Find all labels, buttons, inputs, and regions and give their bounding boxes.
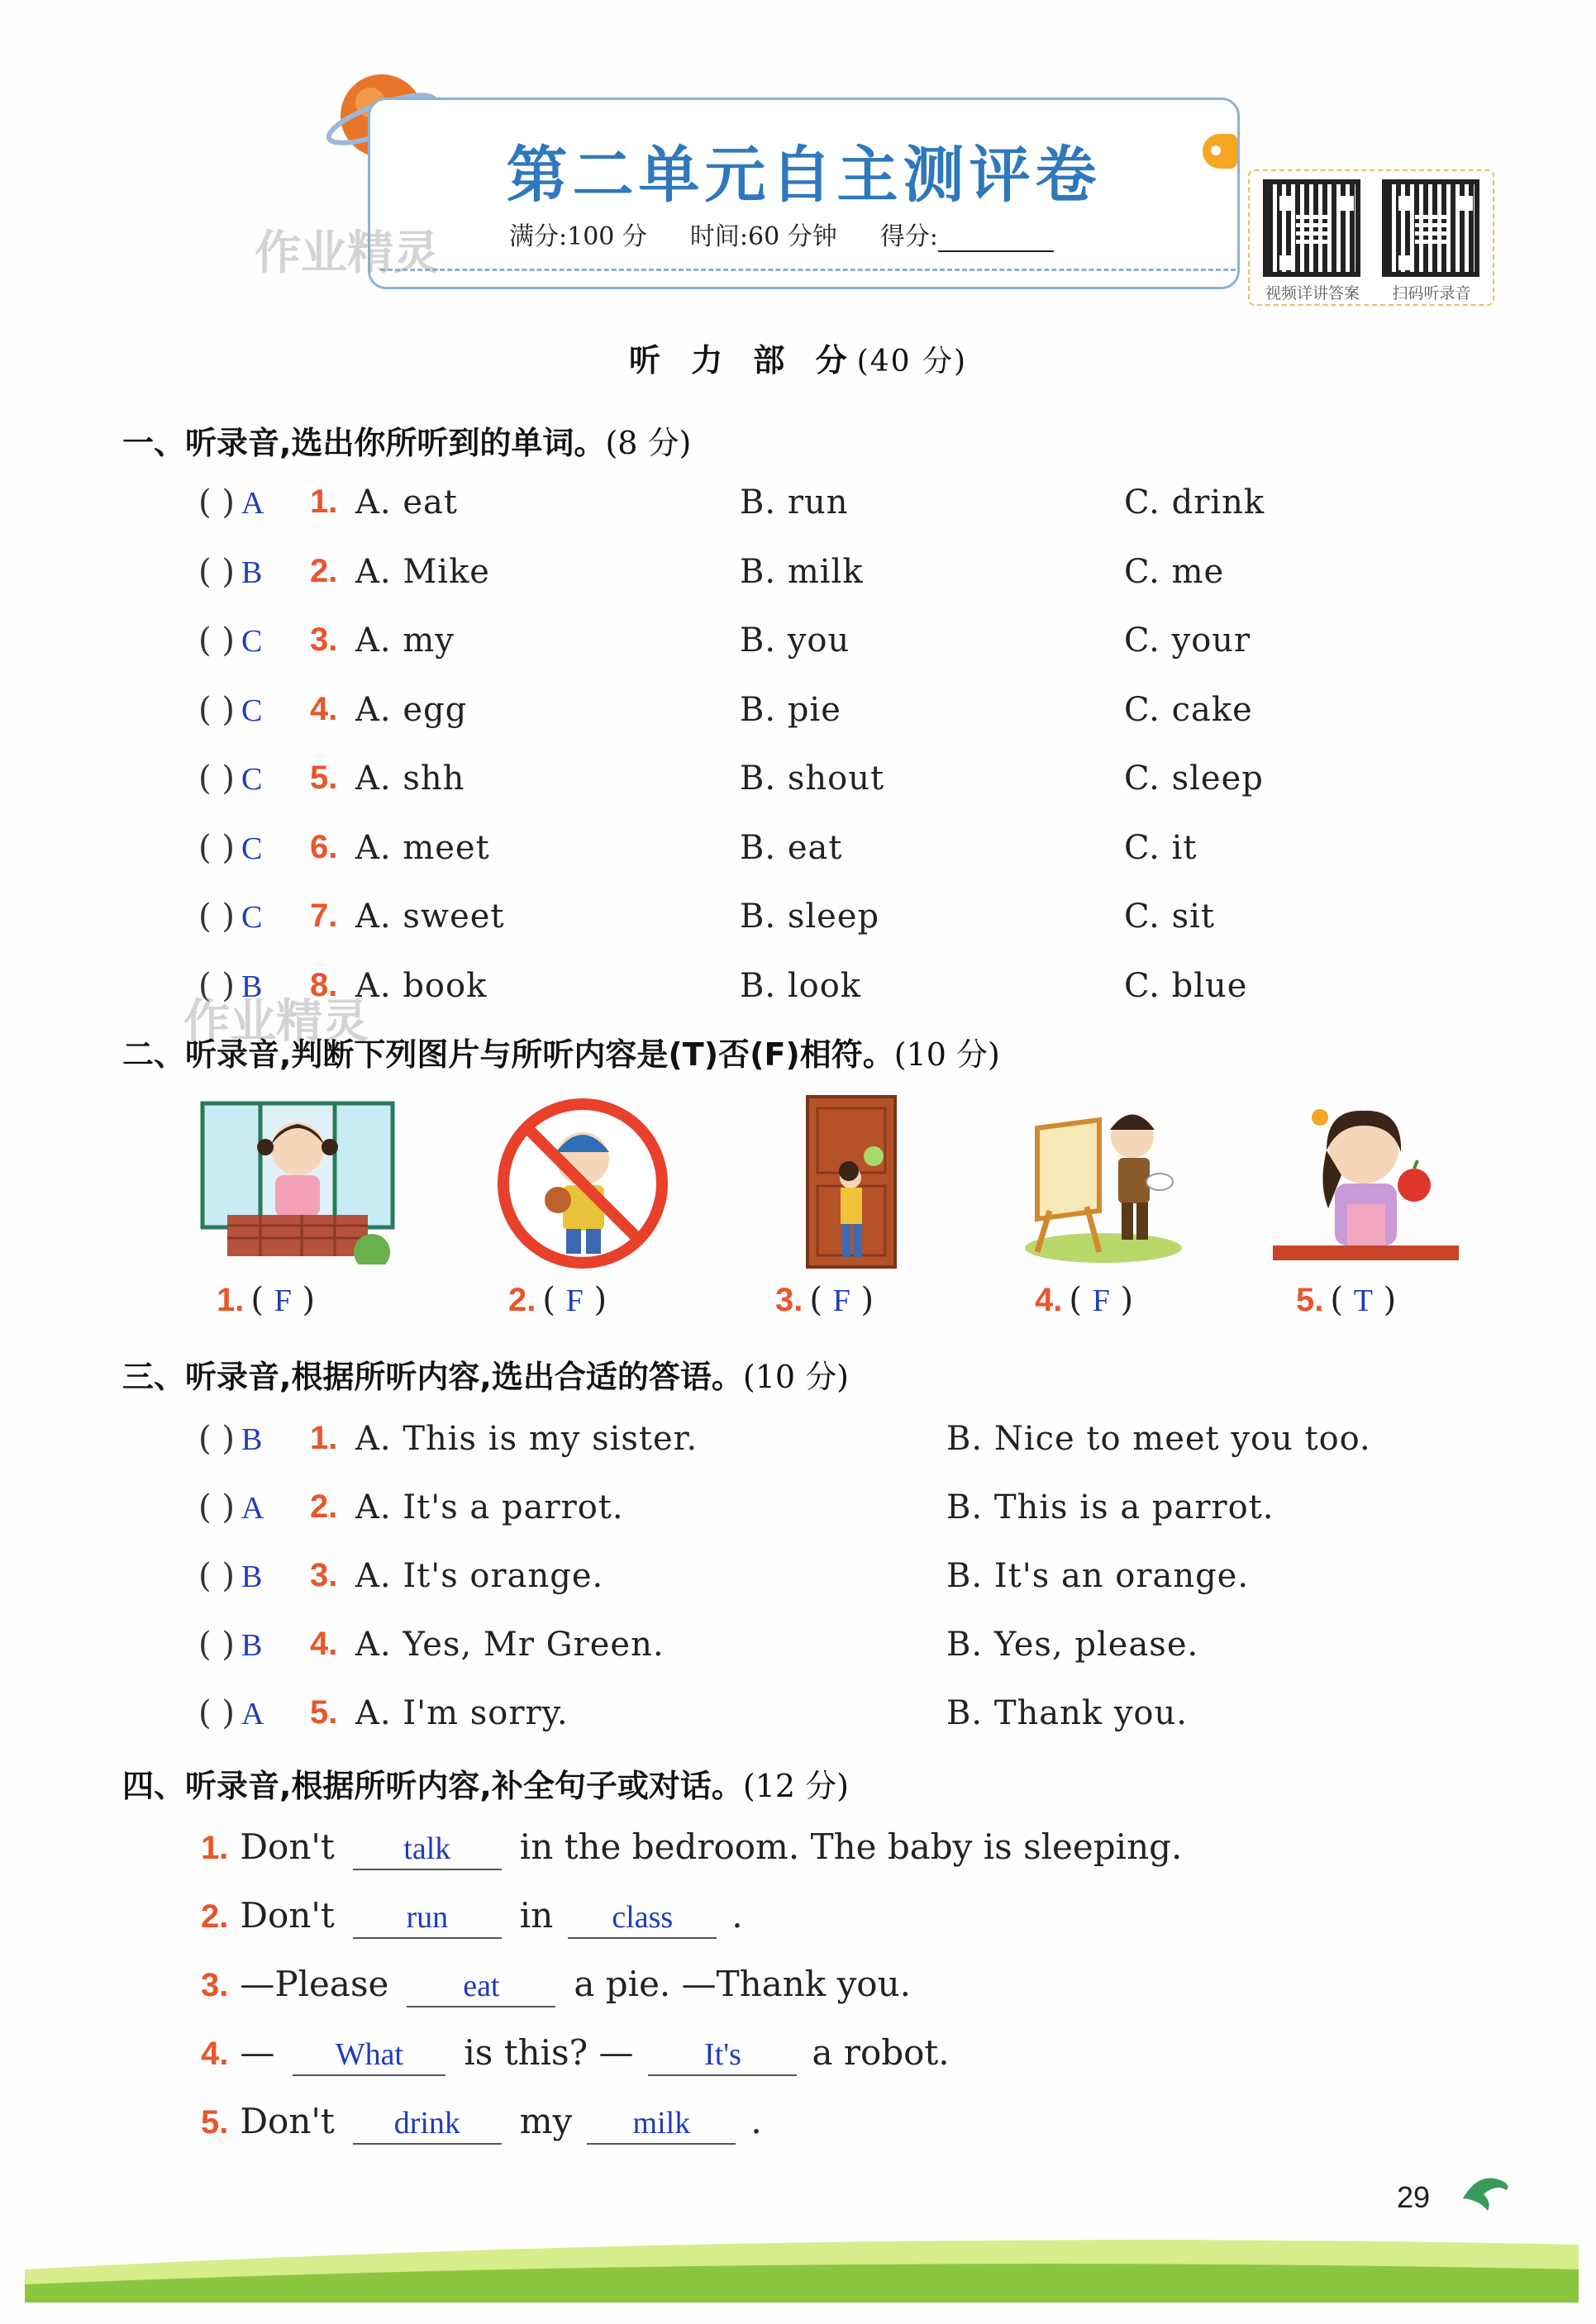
answer-letter: C xyxy=(241,624,263,659)
option-a: A. It's a parrot. xyxy=(355,1488,624,1526)
option-b: B. look xyxy=(740,966,862,1005)
fill-in-sentence xyxy=(201,1964,911,2007)
sentence-text: —Please xyxy=(240,1964,389,2004)
option-b: B. shout xyxy=(740,760,885,798)
answer-parens[interactable]: ( ) xyxy=(198,1420,235,1458)
sentence-text: in the bedroom. The baby is sleeping. xyxy=(519,1826,1183,1867)
answer-letter: A xyxy=(241,1697,264,1731)
question-number: 4. xyxy=(310,690,338,727)
answer-blank[interactable]: talk xyxy=(353,1831,502,1870)
sentence-text: . xyxy=(750,2101,762,2141)
full-score: 满分:100 分 xyxy=(509,222,647,251)
option-c: C. your xyxy=(1124,621,1251,660)
question-number: 3. xyxy=(310,621,338,658)
answer-blank[interactable]: run xyxy=(353,1899,502,1939)
question-number: 1. xyxy=(201,1830,229,1866)
exam-info xyxy=(509,216,1097,252)
option-b: B. eat xyxy=(740,828,843,867)
banner-divider xyxy=(380,269,1236,271)
option-c: C. sit xyxy=(1124,898,1216,936)
listening-part-title: 听 力 部 分(40 分) xyxy=(628,342,968,379)
qr-label-audio: 扫码听录音 xyxy=(1392,284,1471,302)
picture-answer xyxy=(508,1281,607,1319)
answer-blank[interactable]: milk xyxy=(587,2105,736,2145)
option-a: A. shh xyxy=(355,760,465,798)
no-eating-boy-picture xyxy=(492,1093,674,1274)
answer-blank[interactable]: It's xyxy=(648,2036,797,2076)
question-number: 3. xyxy=(775,1282,803,1318)
question-number: 1. xyxy=(310,1420,338,1456)
answer-letter: F xyxy=(832,1283,850,1318)
option-b: B. Yes, please. xyxy=(946,1626,1199,1664)
option-c: C. sleep xyxy=(1124,760,1264,798)
section-1-title: 一、听录音,选出你所听到的单词。(8 分) xyxy=(122,425,692,461)
picture-answer xyxy=(775,1281,874,1319)
option-b: B. run xyxy=(740,483,849,521)
score-blank[interactable] xyxy=(938,227,1054,252)
answer-letter: A xyxy=(241,1491,264,1526)
picture-answer xyxy=(1035,1281,1133,1319)
exam-time: 时间:60 分钟 xyxy=(689,222,837,251)
answer-blank[interactable]: drink xyxy=(353,2105,502,2145)
option-a: A. sweet xyxy=(355,898,505,936)
qr-code-icon[interactable] xyxy=(1382,179,1479,277)
option-c: C. blue xyxy=(1124,966,1248,1005)
sentence-text: Don't xyxy=(240,1895,335,1936)
answer-parens[interactable]: ( F ) xyxy=(809,1281,874,1319)
fill-in-sentence xyxy=(201,1826,1182,1870)
option-a: A. book xyxy=(355,966,488,1005)
answer-blank[interactable]: class xyxy=(568,1899,717,1939)
answer-parens[interactable]: ( F ) xyxy=(542,1281,607,1319)
option-a: A. Yes, Mr Green. xyxy=(355,1626,665,1664)
answer-parens[interactable]: ( ) xyxy=(198,483,235,521)
sentence-text: is this? — xyxy=(464,2032,634,2073)
option-b: B. This is a parrot. xyxy=(946,1488,1274,1526)
boy-painting-picture xyxy=(1021,1095,1186,1264)
question-number: 2. xyxy=(310,552,338,589)
fill-in-sentence xyxy=(201,2032,950,2076)
question-number: 5. xyxy=(1296,1282,1324,1318)
sentence-text: in xyxy=(519,1895,554,1936)
option-b: B. milk xyxy=(740,552,864,591)
option-b: B. Thank you. xyxy=(946,1694,1188,1732)
qr-code-icon[interactable] xyxy=(1263,179,1360,277)
answer-letter: B xyxy=(241,1560,263,1594)
answer-parens[interactable]: ( ) xyxy=(198,760,235,798)
option-c: C. cake xyxy=(1124,690,1253,729)
answer-parens[interactable]: ( T ) xyxy=(1330,1281,1397,1319)
question-number: 4. xyxy=(201,2036,229,2072)
option-a: A. meet xyxy=(355,828,490,867)
option-b: B. It's an orange. xyxy=(946,1557,1250,1595)
section-4-title: 四、听录音,根据所听内容,补全句子或对话。(12 分) xyxy=(122,1768,849,1804)
answer-parens[interactable]: ( ) xyxy=(198,1557,235,1595)
question-number: 2. xyxy=(508,1282,536,1318)
fill-in-sentence xyxy=(201,1895,743,1939)
option-a: A. eat xyxy=(355,483,458,521)
answer-letter: F xyxy=(1092,1283,1110,1318)
answer-letter: T xyxy=(1353,1283,1373,1318)
answer-letter: C xyxy=(241,762,263,797)
question-number: 3. xyxy=(201,1967,229,2003)
page-title: 第二单元自主测评卷 xyxy=(506,140,1102,211)
title-banner xyxy=(368,98,1240,289)
section-2-title: 二、听录音,判断下列图片与所听内容是(T)否(F)相符。(10 分) xyxy=(122,1036,1000,1073)
girl-window-picture xyxy=(194,1099,401,1264)
option-a: A. It's orange. xyxy=(355,1557,604,1595)
answer-letter: B xyxy=(241,969,263,1004)
question-number: 3. xyxy=(310,1557,338,1593)
question-number: 6. xyxy=(310,828,338,865)
page-number: 29 xyxy=(1397,2180,1431,2214)
answer-parens[interactable]: ( F ) xyxy=(1069,1281,1134,1319)
answer-parens[interactable]: ( ) xyxy=(198,621,235,660)
answer-letter: F xyxy=(274,1283,292,1318)
option-b: B. sleep xyxy=(740,898,880,936)
dolphin-icon xyxy=(1459,2165,1517,2215)
score-label: 得分: xyxy=(879,222,938,251)
sentence-text: Don't xyxy=(240,1826,335,1867)
option-c: C. drink xyxy=(1124,483,1265,521)
answer-letter: A xyxy=(241,486,264,521)
answer-parens[interactable]: ( ) xyxy=(198,1488,235,1526)
watermark: 作业精灵 xyxy=(183,995,369,1049)
option-b: B. you xyxy=(740,621,850,660)
sentence-text: — xyxy=(240,2032,275,2073)
fill-in-sentence xyxy=(201,2101,762,2145)
question-number: 4. xyxy=(1035,1282,1063,1318)
question-number: 8. xyxy=(310,966,338,1003)
option-a: A. Mike xyxy=(355,552,490,591)
answer-parens[interactable]: ( F ) xyxy=(250,1281,316,1319)
girl-with-apple-picture xyxy=(1269,1093,1463,1266)
option-c: C. it xyxy=(1124,828,1198,867)
sentence-text: a pie. —Thank you. xyxy=(574,1964,911,2004)
answer-letter: C xyxy=(241,900,263,935)
grass-border xyxy=(25,2220,1579,2303)
question-number: 5. xyxy=(201,2104,229,2141)
question-number: 1. xyxy=(310,483,338,520)
question-number: 7. xyxy=(310,898,338,934)
question-number: 2. xyxy=(310,1488,338,1525)
answer-parens[interactable]: ( ) xyxy=(198,1694,235,1732)
option-b: B. Nice to meet you too. xyxy=(946,1420,1371,1458)
question-number: 4. xyxy=(310,1626,338,1662)
bookmark-tab-icon xyxy=(1203,134,1237,169)
answer-parens[interactable]: ( ) xyxy=(198,828,235,867)
answer-letter: C xyxy=(241,831,263,866)
option-a: A. egg xyxy=(355,690,468,729)
qr-label-video: 视频详讲答案 xyxy=(1265,284,1360,302)
answer-letter: B xyxy=(241,1628,263,1663)
question-number: 1. xyxy=(217,1282,245,1318)
option-b: B. pie xyxy=(740,690,841,729)
answer-blank[interactable]: What xyxy=(293,2036,445,2076)
sentence-text: my xyxy=(519,2101,573,2141)
option-a: A. my xyxy=(355,621,455,660)
question-number: 5. xyxy=(310,760,338,796)
sentence-text: a robot. xyxy=(812,2032,950,2073)
picture-answer xyxy=(217,1281,315,1319)
picture-answer xyxy=(1296,1281,1396,1319)
answer-letter: B xyxy=(241,1422,263,1457)
option-a: A. I'm sorry. xyxy=(355,1694,569,1732)
option-c: C. me xyxy=(1124,552,1225,591)
answer-parens[interactable]: ( ) xyxy=(198,966,235,1005)
qr-code-panel xyxy=(1248,169,1494,306)
answer-letter: F xyxy=(565,1283,584,1318)
answer-letter: B xyxy=(241,555,263,590)
option-a: A. This is my sister. xyxy=(355,1420,698,1458)
question-number: 5. xyxy=(310,1694,338,1731)
watermark: 作业精灵 xyxy=(255,226,440,280)
answer-parens[interactable]: ( ) xyxy=(198,690,235,729)
answer-parens[interactable]: ( ) xyxy=(198,898,235,936)
question-number: 2. xyxy=(201,1898,229,1935)
answer-letter: C xyxy=(241,693,263,728)
girl-at-door-picture xyxy=(806,1095,897,1269)
answer-parens[interactable]: ( ) xyxy=(198,552,235,591)
answer-parens[interactable]: ( ) xyxy=(198,1626,235,1664)
sentence-text: Don't xyxy=(240,2101,335,2141)
section-3-title: 三、听录音,根据所听内容,选出合适的答语。(10 分) xyxy=(122,1359,849,1395)
sentence-text: . xyxy=(731,1895,743,1936)
answer-blank[interactable]: eat xyxy=(407,1968,555,2007)
